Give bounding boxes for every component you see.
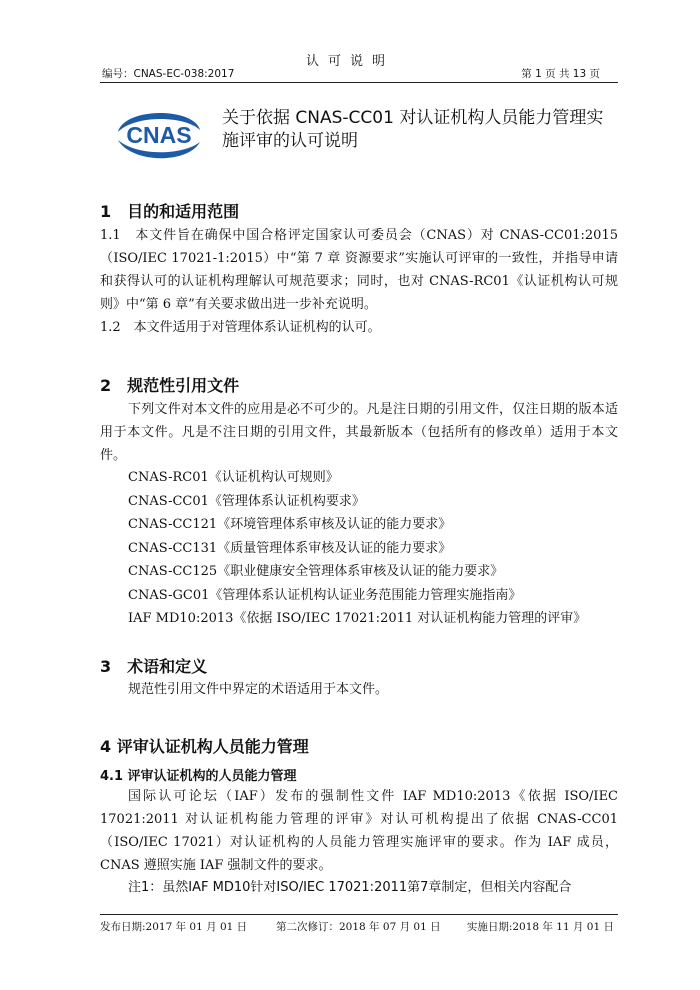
reference-list bbox=[128, 466, 586, 631]
clause-1-2: 1.2 本文件适用于对管理体系认证机构的认可。 bbox=[100, 320, 381, 335]
logo-text: CNAS bbox=[126, 122, 192, 148]
section-3-heading: 3 术语和定义 bbox=[100, 657, 208, 676]
reference-item: CNAS-CC121《环境管理体系审核及认证的能力要求》 bbox=[128, 517, 452, 532]
footer-rule bbox=[100, 914, 618, 915]
section-2-intro: 下列文件对本文件的应用是必不可少的。凡是注日期的引用文件，仅注日期的版本适用于本文件。凡是不注日期的引用文件，其最新版本（包括所有的修改单）适用于本文件。 bbox=[100, 402, 618, 463]
document-number: 编号：CNAS-EC-038:2017 bbox=[102, 68, 235, 80]
section-3-text: 规范性引用文件中界定的术语适用于本文件。 bbox=[128, 682, 389, 697]
header-title: 认可说明 bbox=[305, 54, 394, 69]
document-title: 关于依据 CNAS-CC01 对认证机构人员能力管理实施评审的认可说明 bbox=[222, 108, 604, 151]
issue-date: 发布日期:2017 年 01 月 01 日 bbox=[100, 921, 248, 933]
clause-1-1: 1.1 本文件旨在确保中国合格评定国家认可委员会（CNAS）对 CNAS-CC01:2015（ISO/IEC 17021-1:2015）中“第 7 章 资源要求”实施认可评审的一致性，并指导申请和获得认可的认证机构理解认可规范要求；同时，也对 CNAS-RC01《认证机构认可规则》中“第 6 章”有关要求做出进一步补充说明。 bbox=[100, 228, 618, 312]
header-rule bbox=[100, 82, 618, 83]
reference-item: CNAS-CC01《管理体系认证机构要求》 bbox=[128, 493, 365, 509]
reference-item: CNAS-GC01《管理体系认证机构认证业务范围能力管理实施指南》 bbox=[128, 587, 522, 603]
revision-date: 第二次修订：2018 年 07 月 01 日 bbox=[276, 921, 441, 933]
reference-item: CNAS-RC01《认证机构认可规则》 bbox=[128, 470, 339, 485]
section-4-1-paragraph: 国际认可论坛（IAF）发布的强制性文件 IAF MD10:2013《依据 ISO/IEC 17021:2011 对认证机构能力管理的评审》对认可机构提出了依据 CNAS-CC01（ISO/IEC 17021）对认证机构的人员能力管理实施评审的要求。作为 IAF 成员，CNAS 遵照实施 IAF 强制文件的要求。 bbox=[100, 789, 618, 873]
note-1: 注1：虽然IAF MD10针对ISO/IEC 17021:2011第7章制定，但相关内容配合 bbox=[128, 880, 572, 895]
cnas-logo bbox=[110, 104, 208, 166]
effective-date: 实施日期:2018 年 11 月 01 日 bbox=[466, 921, 614, 933]
section-4-1-heading: 4.1 评审认证机构的人员能力管理 bbox=[100, 769, 297, 784]
reference-item: IAF MD10:2013《依据 ISO/IEC 17021:2011 对认证机构能力管理的评审》 bbox=[128, 611, 587, 626]
page-info: 第 1 页 共 13 页 bbox=[521, 68, 600, 80]
reference-item: CNAS-CC125《职业健康安全管理体系审核及认证的能力要求》 bbox=[128, 564, 504, 579]
section-4-heading: 4 评审认证机构人员能力管理 bbox=[100, 737, 309, 756]
reference-item: CNAS-CC131《质量管理体系审核及认证的能力要求》 bbox=[128, 540, 452, 556]
section-1-heading: 1 目的和适用范围 bbox=[100, 202, 240, 221]
section-2-heading: 2 规范性引用文件 bbox=[100, 376, 240, 395]
